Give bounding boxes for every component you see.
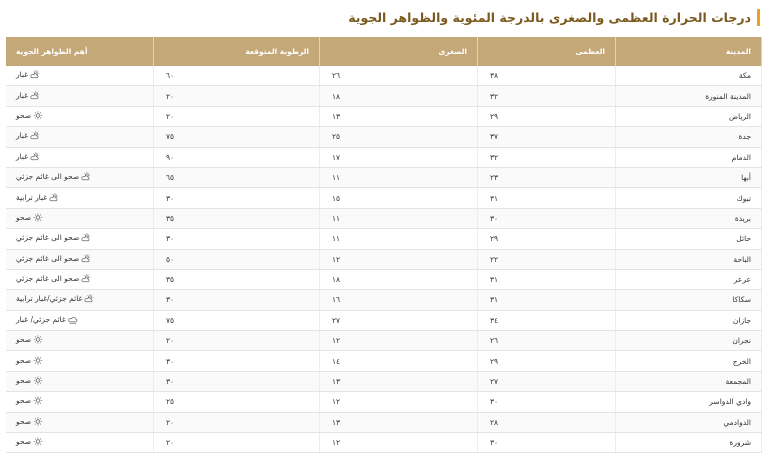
sun-icon (33, 335, 43, 344)
table-row (6, 188, 762, 208)
humidity-cell: ٢٠ (154, 412, 320, 432)
table-row (6, 310, 762, 330)
humidity-cell: ٧٥ (154, 127, 320, 147)
min-temp-cell: ١٦ (320, 290, 478, 310)
phenomena-text: غبار (16, 70, 29, 80)
phenomena-text: غائم جزئي/ غبار (16, 314, 66, 324)
phenomena-text: صحو (16, 437, 32, 447)
city-cell: أبها (616, 167, 762, 187)
city-cell: شرورة (616, 433, 762, 453)
phenomena-cell (6, 351, 154, 371)
header-max: العظمى (478, 37, 616, 66)
phenomena-cell (6, 188, 154, 208)
phenomena-text: غبار (16, 151, 29, 161)
phenomena-text: صحو (16, 335, 32, 345)
humidity-cell: ٣٠ (154, 188, 320, 208)
humidity-cell: ٣٥ (154, 269, 320, 289)
min-temp-cell: ١١ (320, 229, 478, 249)
phenomena-cell (6, 127, 154, 147)
max-temp-cell: ٢٣ (478, 167, 616, 187)
humidity-cell: ٥٠ (154, 249, 320, 269)
sun-icon (33, 437, 43, 446)
phenomena-value (16, 111, 43, 120)
table-header-row (6, 37, 762, 66)
table-row (6, 290, 762, 310)
page-header (348, 8, 760, 26)
table-row (6, 106, 762, 126)
weather-table (6, 37, 762, 453)
phenomena-text: صحو (16, 355, 32, 365)
sun-cloud-icon (81, 254, 91, 263)
table-row (6, 167, 762, 187)
min-temp-cell: ٢٧ (320, 310, 478, 330)
phenomena-cell (6, 229, 154, 249)
min-temp-cell: ١٢ (320, 392, 478, 412)
header-phenomena: أهم الظواهر الجوية (6, 37, 154, 66)
table-body (6, 66, 762, 453)
max-temp-cell: ٣١ (478, 269, 616, 289)
min-temp-cell: ١٢ (320, 331, 478, 351)
city-cell: نجران (616, 331, 762, 351)
max-temp-cell: ٣٠ (478, 392, 616, 412)
phenomena-text: غبار ترابية (16, 192, 48, 202)
table-row (6, 208, 762, 228)
max-temp-cell: ٢٩ (478, 106, 616, 126)
city-cell: سكاكا (616, 290, 762, 310)
cloud-icon (68, 315, 78, 324)
phenomena-text: صحو الى غائم جزئي (16, 233, 80, 243)
phenomena-cell (6, 412, 154, 432)
humidity-cell: ٢٥ (154, 392, 320, 412)
sun-cloud-icon (49, 193, 59, 202)
min-temp-cell: ١١ (320, 167, 478, 187)
max-temp-cell: ٢٩ (478, 229, 616, 249)
humidity-cell: ٢٠ (154, 433, 320, 453)
min-temp-cell: ١٨ (320, 269, 478, 289)
phenomena-value (16, 335, 43, 344)
phenomena-value (16, 274, 91, 283)
city-cell: عرعر (616, 269, 762, 289)
max-temp-cell: ٣١ (478, 290, 616, 310)
phenomena-value (16, 152, 40, 161)
city-cell: بريدة (616, 208, 762, 228)
min-temp-cell: ١٢ (320, 433, 478, 453)
table-row (6, 371, 762, 391)
city-cell: مكة (616, 66, 762, 86)
min-temp-cell: ٢٦ (320, 66, 478, 86)
phenomena-text: صحو الى غائم جزئي (16, 274, 80, 284)
city-cell: حائل (616, 229, 762, 249)
phenomena-text: غائم جزئي/غبار ترابية (16, 294, 83, 304)
sun-icon (33, 376, 43, 385)
phenomena-value (16, 233, 91, 242)
sun-cloud-icon (84, 294, 94, 303)
min-temp-cell: ١٢ (320, 249, 478, 269)
phenomena-cell (6, 249, 154, 269)
min-temp-cell: ٢٥ (320, 127, 478, 147)
phenomena-value (16, 294, 94, 303)
phenomena-cell (6, 392, 154, 412)
humidity-cell: ٣٥ (154, 208, 320, 228)
humidity-cell: ٩٠ (154, 147, 320, 167)
humidity-cell: ٢٠ (154, 331, 320, 351)
phenomena-cell (6, 208, 154, 228)
max-temp-cell: ٣٢ (478, 147, 616, 167)
table-row (6, 331, 762, 351)
max-temp-cell: ٣٧ (478, 127, 616, 147)
phenomena-text: صحو الى غائم جزئي (16, 172, 80, 182)
table-row (6, 351, 762, 371)
sun-cloud-icon (81, 233, 91, 242)
phenomena-cell (6, 147, 154, 167)
max-temp-cell: ٣٢ (478, 86, 616, 106)
table-row (6, 127, 762, 147)
max-temp-cell: ٣٠ (478, 208, 616, 228)
title-accent-bar (757, 9, 760, 26)
phenomena-text: صحو (16, 110, 32, 120)
min-temp-cell: ١٤ (320, 351, 478, 371)
humidity-cell: ٣٠ (154, 351, 320, 371)
max-temp-cell: ٢٧ (478, 371, 616, 391)
sun-cloud-icon (30, 131, 40, 140)
phenomena-value (16, 417, 43, 426)
table-row (6, 433, 762, 453)
table-row (6, 229, 762, 249)
max-temp-cell: ٣١ (478, 188, 616, 208)
max-temp-cell: ٢٦ (478, 331, 616, 351)
city-cell: المجمعة (616, 371, 762, 391)
min-temp-cell: ١٥ (320, 188, 478, 208)
table-row (6, 147, 762, 167)
phenomena-cell (6, 66, 154, 86)
humidity-cell: ٦٥ (154, 167, 320, 187)
phenomena-value (16, 254, 91, 263)
phenomena-cell (6, 433, 154, 453)
phenomena-value (16, 70, 40, 79)
phenomena-cell (6, 331, 154, 351)
phenomena-text: صحو الى غائم جزئي (16, 253, 80, 263)
phenomena-value (16, 131, 40, 140)
humidity-cell: ٦٠ (154, 66, 320, 86)
max-temp-cell: ٢٩ (478, 351, 616, 371)
min-temp-cell: ١١ (320, 208, 478, 228)
city-cell: تبوك (616, 188, 762, 208)
max-temp-cell: ٢٢ (478, 249, 616, 269)
max-temp-cell: ٣٠ (478, 433, 616, 453)
humidity-cell: ٣٠ (154, 229, 320, 249)
sun-icon (33, 213, 43, 222)
table-row (6, 249, 762, 269)
min-temp-cell: ١٨ (320, 86, 478, 106)
phenomena-text: غبار (16, 90, 29, 100)
page-title: درجات الحرارة العظمى والصغرى بالدرجة المئوية والظواهر الجوية (348, 9, 751, 25)
table-row (6, 269, 762, 289)
max-temp-cell: ٣٨ (478, 66, 616, 86)
phenomena-text: صحو (16, 396, 32, 406)
humidity-cell: ٢٠ (154, 106, 320, 126)
city-cell: الدوادمي (616, 412, 762, 432)
phenomena-cell (6, 167, 154, 187)
city-cell: الرياض (616, 106, 762, 126)
phenomena-value (16, 172, 91, 181)
phenomena-text: صحو (16, 212, 32, 222)
humidity-cell: ٧٥ (154, 310, 320, 330)
table-row (6, 412, 762, 432)
phenomena-value (16, 356, 43, 365)
phenomena-cell (6, 310, 154, 330)
max-temp-cell: ٢٨ (478, 412, 616, 432)
sun-cloud-icon (30, 91, 40, 100)
header-min: الصغرى (320, 37, 478, 66)
phenomena-text: غبار (16, 131, 29, 141)
min-temp-cell: ١٣ (320, 371, 478, 391)
min-temp-cell: ١٣ (320, 106, 478, 126)
phenomena-value (16, 91, 40, 100)
city-cell: جازان (616, 310, 762, 330)
table-row (6, 392, 762, 412)
humidity-cell: ٣٠ (154, 371, 320, 391)
sun-icon (33, 417, 43, 426)
city-cell: الخرج (616, 351, 762, 371)
phenomena-value (16, 193, 59, 202)
phenomena-text: صحو (16, 376, 32, 386)
sun-cloud-icon (81, 274, 91, 283)
phenomena-text: صحو (16, 416, 32, 426)
city-cell: جدة (616, 127, 762, 147)
city-cell: الدمام (616, 147, 762, 167)
phenomena-value (16, 437, 43, 446)
header-city: المدينة (616, 37, 762, 66)
phenomena-value (16, 376, 43, 385)
phenomena-cell (6, 290, 154, 310)
min-temp-cell: ١٧ (320, 147, 478, 167)
city-cell: الباحة (616, 249, 762, 269)
phenomena-cell (6, 106, 154, 126)
sun-icon (33, 111, 43, 120)
max-temp-cell: ٣٤ (478, 310, 616, 330)
city-cell: وادي الدواسر (616, 392, 762, 412)
humidity-cell: ٣٠ (154, 290, 320, 310)
phenomena-value (16, 213, 43, 222)
humidity-cell: ٢٠ (154, 86, 320, 106)
sun-cloud-icon (30, 70, 40, 79)
table-row (6, 66, 762, 86)
table-row (6, 86, 762, 106)
phenomena-cell (6, 371, 154, 391)
sun-cloud-icon (30, 152, 40, 161)
phenomena-cell (6, 269, 154, 289)
sun-icon (33, 396, 43, 405)
phenomena-cell (6, 86, 154, 106)
sun-cloud-icon (81, 172, 91, 181)
phenomena-value (16, 315, 78, 324)
phenomena-value (16, 396, 43, 405)
min-temp-cell: ١٣ (320, 412, 478, 432)
sun-icon (33, 356, 43, 365)
header-humidity: الرطوبة المتوقعة (154, 37, 320, 66)
city-cell: المدينة المنورة (616, 86, 762, 106)
